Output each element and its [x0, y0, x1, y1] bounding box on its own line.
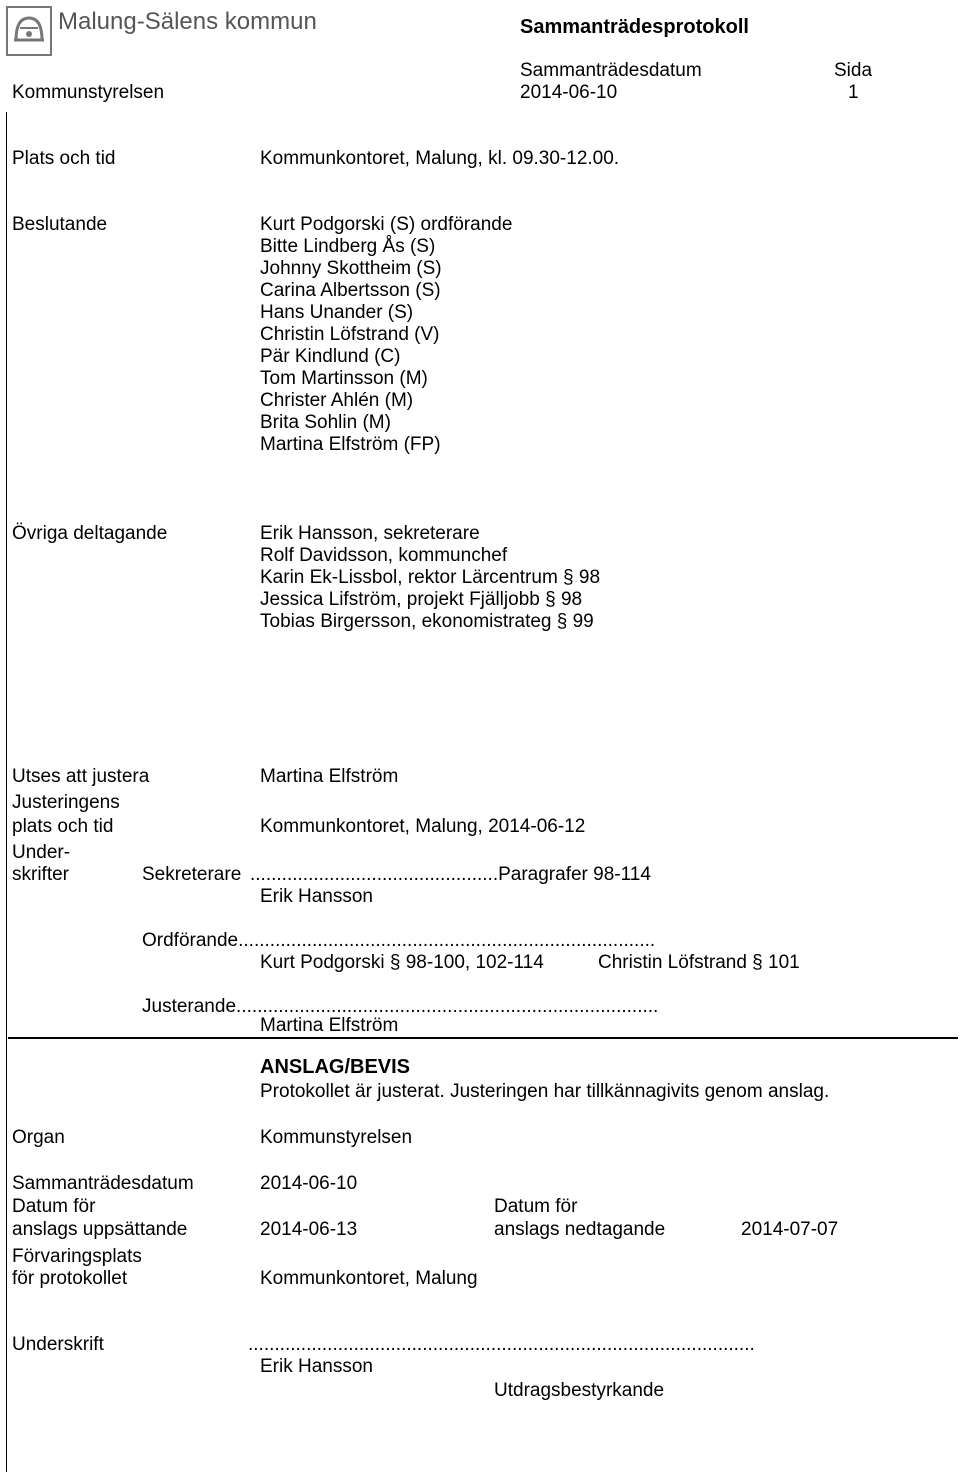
- removed-label-1: Datum för: [494, 1196, 578, 1217]
- left-border-line: [6, 112, 7, 1472]
- brand-name: Malung-Sälens kommun: [58, 8, 317, 35]
- chair-label: Ordförande: [142, 930, 239, 951]
- signature-dots: ................................................................................................: [248, 1334, 755, 1355]
- place-value: Kommunkontoret, Malung, kl. 09.30-12.00.: [260, 148, 620, 169]
- other-participant: Erik Hansson, sekreterare: [260, 523, 480, 544]
- storage-label-1: Förvaringsplats: [12, 1246, 142, 1267]
- signatures-label-1: Under-: [12, 842, 71, 863]
- meeting-date-label: Sammanträdesdatum: [12, 1173, 194, 1194]
- decision-member: Pär Kindlund (C): [260, 346, 401, 367]
- header-page-value: 1: [848, 82, 859, 103]
- header-date-value: 2014-06-10: [520, 82, 618, 103]
- notice-heading: ANSLAG/BEVIS: [260, 1056, 411, 1078]
- others-label: Övriga deltagande: [12, 523, 168, 544]
- other-participant: Jessica Lifström, projekt Fjälljobb § 98: [260, 589, 583, 610]
- decision-label: Beslutande: [12, 214, 108, 235]
- decision-member: Brita Sohlin (M): [260, 412, 391, 433]
- place-label: Plats och tid: [12, 148, 116, 169]
- adjustment-place-label-1: Justeringens: [12, 792, 120, 813]
- decision-member: Carina Albertsson (S): [260, 280, 441, 301]
- municipality-logo-icon: [6, 6, 52, 56]
- other-participant: Karin Ek-Lissbol, rektor Lärcentrum § 98: [260, 567, 601, 588]
- certificate-label: Utdragsbestyrkande: [494, 1380, 665, 1401]
- organ-label: Organ: [12, 1127, 65, 1148]
- signature-name: Erik Hansson: [260, 1356, 373, 1377]
- header-date-label: Sammanträdesdatum: [520, 60, 702, 81]
- secretary-paragraphs: Paragrafer 98-114: [498, 864, 651, 885]
- secretary-signature-line: [250, 864, 651, 886]
- secretary-name: Erik Hansson: [260, 886, 373, 907]
- removed-value: 2014-07-07: [741, 1219, 839, 1240]
- adjusting-label: Justerande: [142, 996, 237, 1017]
- secretary-label: Sekreterare: [142, 864, 242, 885]
- decision-member: Christer Ahlén (M): [260, 390, 414, 411]
- chair-name: Kurt Podgorski § 98-100, 102-114: [260, 952, 544, 973]
- storage-label-2: för protokollet: [12, 1268, 128, 1289]
- signatures-label-2: skrifter: [12, 864, 69, 885]
- document-title: Sammanträdesprotokoll: [520, 16, 749, 38]
- adjuster-label: Utses att justera: [12, 766, 150, 787]
- header-page-label: Sida: [834, 60, 873, 81]
- adjustment-place-value: Kommunkontoret, Malung, 2014-06-12: [260, 816, 586, 837]
- chair-name-2: Christin Löfstrand § 101: [598, 952, 800, 973]
- header-organization: Kommunstyrelsen: [12, 82, 165, 103]
- meeting-date-value: 2014-06-10: [260, 1173, 358, 1194]
- decision-member-list: [260, 214, 512, 456]
- other-participant: Rolf Davidsson, kommunchef: [260, 545, 508, 566]
- others-list: [260, 523, 600, 633]
- decision-member: Tom Martinsson (M): [260, 368, 428, 389]
- notice-text: Protokollet är justerat. Justeringen har tillkännagivits genom anslag.: [260, 1081, 830, 1102]
- chair-signature-line: [142, 930, 655, 952]
- storage-value: Kommunkontoret, Malung: [260, 1268, 478, 1289]
- removed-label-2: anslags nedtagande: [494, 1219, 666, 1240]
- adjusting-signature-line: [142, 996, 658, 1018]
- decision-member: Kurt Podgorski (S) ordförande: [260, 214, 513, 235]
- secretary-dots: ...............................................: [250, 864, 499, 885]
- posted-label-2: anslags uppsättande: [12, 1219, 188, 1240]
- adjustment-place-label-2: plats och tid: [12, 816, 114, 837]
- chair-dots: ...............................................................................: [238, 930, 656, 951]
- adjusting-name: Martina Elfström: [260, 1015, 399, 1036]
- decision-member: Bitte Lindberg Ås (S): [260, 236, 436, 257]
- organ-value: Kommunstyrelsen: [260, 1127, 413, 1148]
- decision-member: Martina Elfström (FP): [260, 434, 441, 455]
- decision-member: Hans Unander (S): [260, 302, 414, 323]
- other-participant: Tobias Birgersson, ekonomistrateg § 99: [260, 611, 594, 632]
- section-divider: [8, 1037, 958, 1039]
- adjusting-dots: ................................................................................: [236, 996, 659, 1017]
- posted-value: 2014-06-13: [260, 1219, 358, 1240]
- signature-label: Underskrift: [12, 1334, 104, 1355]
- decision-member: Johnny Skottheim (S): [260, 258, 442, 279]
- adjuster-value: Martina Elfström: [260, 766, 399, 787]
- posted-label-1: Datum för: [12, 1196, 96, 1217]
- decision-member: Christin Löfstrand (V): [260, 324, 440, 345]
